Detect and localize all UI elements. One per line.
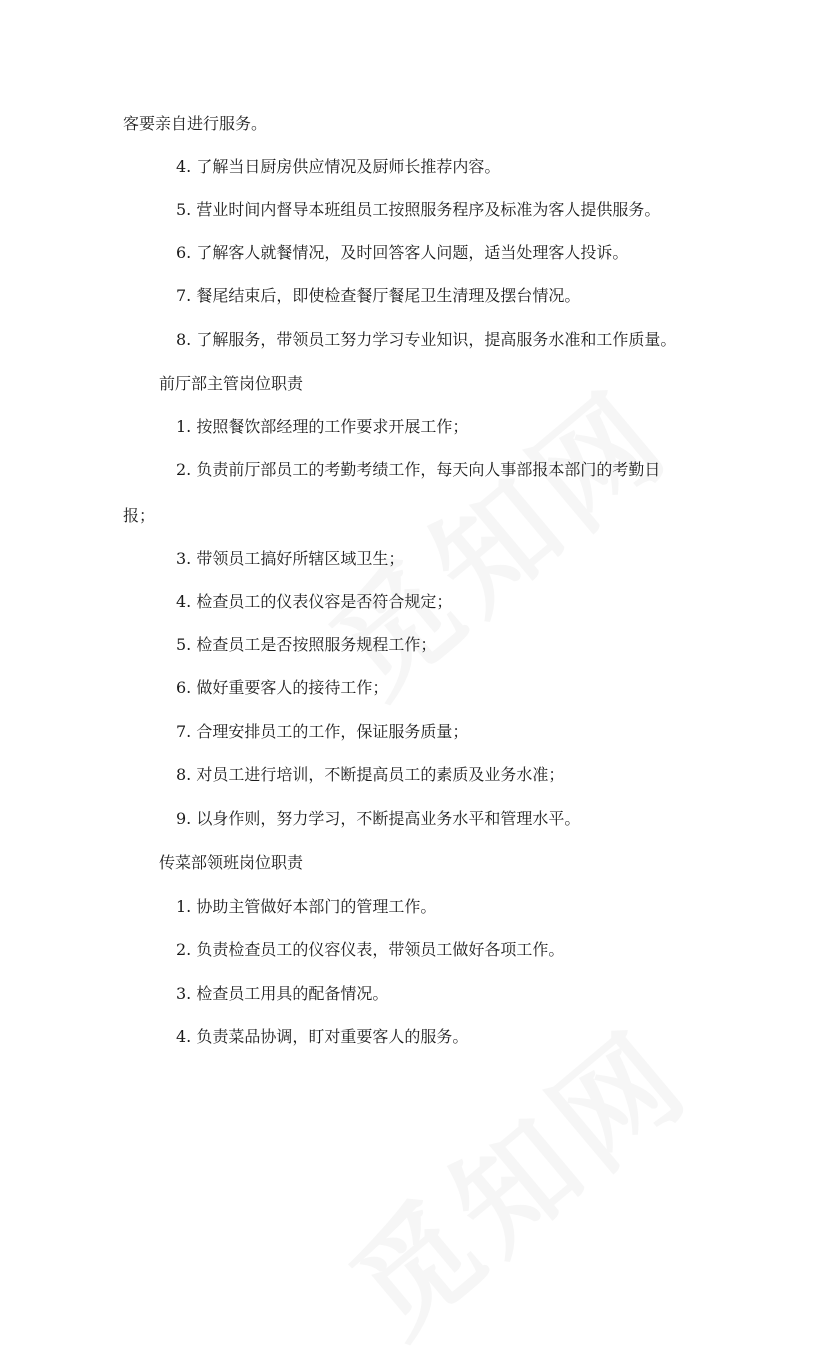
list-item: 2. 负责前厅部员工的考勤考绩工作，每天向人事部报本部门的考勤日	[176, 460, 661, 479]
list-item: 2. 负责检查员工的仪容仪表，带领员工做好各项工作。	[176, 940, 565, 959]
list-item: 1. 按照餐饮部经理的工作要求开展工作；	[176, 417, 469, 436]
section-heading: 传菜部领班岗位职责	[159, 853, 304, 872]
list-item: 5. 检查员工是否按照服务规程工作；	[176, 635, 437, 654]
list-item: 3. 带领员工搞好所辖区域卫生；	[176, 549, 405, 568]
list-item: 8. 对员工进行培训，不断提高员工的素质及业务水准；	[176, 765, 565, 784]
list-item: 4. 检查员工的仪表仪容是否符合规定；	[176, 592, 453, 611]
watermark	[290, 345, 699, 727]
list-item: 6. 做好重要客人的接待工作；	[176, 678, 389, 697]
list-item: 4. 负责菜品协调，盯对重要客人的服务。	[176, 1027, 469, 1046]
list-item: 8. 了解服务，带领员工努力学习专业知识，提高服务水准和工作质量。	[176, 330, 677, 349]
list-item: 9. 以身作则，努力学习，不断提高业务水平和管理水平。	[176, 809, 581, 828]
list-item: 7. 合理安排员工的工作，保证服务质量；	[176, 722, 469, 741]
continuation-text: 客要亲自进行服务。	[123, 114, 268, 133]
list-item: 1. 协助主管做好本部门的管理工作。	[176, 897, 437, 916]
list-item: 4. 了解当日厨房供应情况及厨师长推荐内容。	[176, 157, 501, 176]
section-heading: 前厅部主管岗位职责	[159, 374, 304, 393]
list-item: 3. 检查员工用具的配备情况。	[176, 984, 389, 1003]
list-item: 5. 营业时间内督导本班组员工按照服务程序及标准为客人提供服务。	[176, 200, 661, 219]
continuation-text: 报；	[123, 506, 156, 525]
list-item: 7. 餐尾结束后，即使检查餐厅餐尾卫生清理及摆台情况。	[176, 286, 581, 305]
list-item: 6. 了解客人就餐情况，及时回答客人问题，适当处理客人投诉。	[176, 243, 629, 262]
